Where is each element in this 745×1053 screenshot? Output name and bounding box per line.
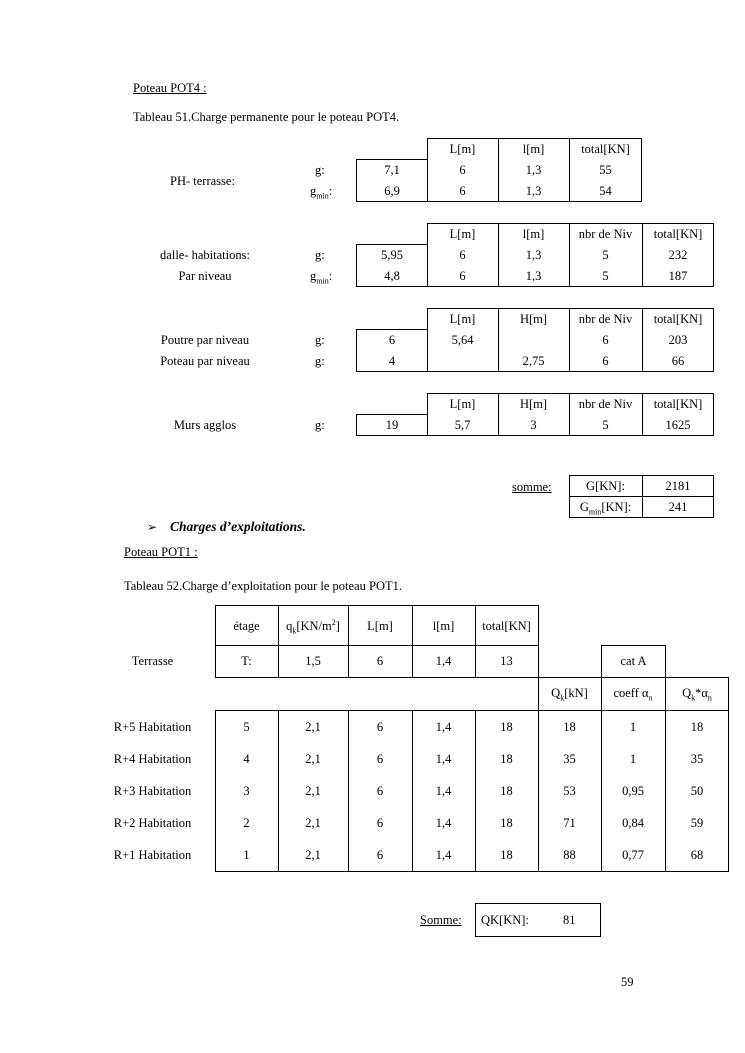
header-cell: total[KN] — [653, 227, 703, 241]
cell: T: — [241, 654, 252, 668]
pot1-title: Poteau POT1 : — [124, 545, 198, 559]
cell: 1,3 — [525, 248, 542, 262]
cell: 1,4 — [435, 720, 452, 734]
cell: 6 — [602, 354, 609, 368]
header-cell: L[m] — [449, 397, 476, 411]
cell: 5 — [602, 418, 609, 432]
cell: 0,95 — [622, 784, 644, 798]
cell: 68 — [690, 848, 704, 862]
gmin-label: $g_{min}$: — [310, 184, 333, 201]
pot4-caption: Tableau 51.Charge permanente pour le poteau POT4. — [133, 110, 400, 124]
header-cell: H[m] — [519, 312, 548, 326]
cell: 3 — [530, 418, 537, 432]
cell: 5,7 — [454, 418, 471, 432]
cell: 1 — [629, 752, 637, 766]
cell: 4 — [243, 752, 250, 766]
cell: 4,8 — [384, 269, 400, 283]
cell: 4 — [388, 354, 396, 368]
cell: 2,1 — [305, 752, 321, 766]
bullet-icon: ➢ — [147, 520, 158, 534]
cell: 18 — [500, 784, 513, 798]
cell: 6 — [376, 654, 384, 668]
cell: 2,1 — [305, 784, 321, 798]
g-label: g: — [315, 418, 325, 432]
g-label: g: — [315, 248, 325, 262]
cell: 13 — [500, 654, 513, 668]
cell: 2,1 — [305, 848, 321, 862]
row-label: PH- terrasse: — [170, 174, 235, 188]
header-cell: nbr de Niv — [578, 397, 633, 411]
cell: 232 — [668, 248, 688, 262]
gmin-label: $g_{min}$: — [310, 269, 333, 286]
header-cell: nbr de Niv — [578, 227, 633, 241]
cat-label: cat A — [620, 654, 647, 668]
cell: 6 — [459, 248, 466, 262]
header-cell: total[KN] — [653, 312, 703, 326]
cell: 18 — [690, 720, 704, 734]
cell: 6 — [376, 816, 384, 830]
cell: 1 — [243, 848, 250, 862]
cell: 1,4 — [435, 752, 452, 766]
header-cell: total[KN] — [581, 142, 630, 156]
header-l: l[m] — [432, 619, 455, 633]
cell: 2,75 — [522, 354, 545, 368]
cell: 6 — [459, 184, 466, 198]
cell: 6 — [376, 784, 384, 798]
cell: 6 — [376, 720, 384, 734]
cell: 53 — [563, 784, 576, 798]
cell: 3 — [243, 784, 250, 798]
cell: 1625 — [665, 418, 691, 432]
cell: 7,1 — [384, 163, 400, 177]
cell: 50 — [690, 784, 704, 798]
header-cell: l[m] — [522, 142, 545, 156]
cell: 5,95 — [381, 248, 403, 262]
header-cell: L[m] — [449, 142, 476, 156]
cell: 187 — [668, 269, 688, 283]
cell: 6 — [376, 848, 384, 862]
cell: 6 — [376, 752, 384, 766]
row-label: Par niveau — [178, 269, 232, 283]
cell: 1,4 — [435, 816, 452, 830]
row-label: R+5 Habitation — [113, 720, 192, 734]
gmin-total-value: 241 — [668, 500, 688, 514]
pot4-title: Poteau POT4 : — [133, 81, 207, 95]
header-cell: L[m] — [449, 312, 476, 326]
cell: 203 — [668, 333, 688, 347]
row-label: dalle- habitations: — [160, 248, 250, 262]
cell: 0,77 — [622, 848, 644, 862]
cell: 18 — [500, 816, 513, 830]
cell: 18 — [500, 720, 513, 734]
g-total-label: G[KN]: — [586, 479, 625, 493]
header-etage: étage — [233, 619, 260, 633]
cell: 55 — [599, 163, 612, 177]
cell: 1,3 — [525, 163, 542, 177]
g-label: g: — [315, 354, 325, 368]
cell: 6 — [388, 333, 396, 347]
qk-total-value: 81 — [563, 913, 576, 927]
cell: 71 — [563, 816, 576, 830]
cell: 59 — [690, 816, 704, 830]
cell: 6 — [459, 163, 466, 177]
cell: 2,1 — [305, 816, 321, 830]
cell: 1 — [629, 720, 637, 734]
cell: 1,4 — [435, 654, 452, 668]
g-label: g: — [315, 163, 325, 177]
header-cell: total[KN] — [653, 397, 703, 411]
g-total-value: 2181 — [665, 479, 691, 493]
row-label: Poteau par niveau — [160, 354, 250, 368]
cell: 5 — [602, 269, 609, 283]
cell: 1,4 — [435, 848, 452, 862]
row-label: Poutre par niveau — [160, 333, 250, 347]
cell: 18 — [563, 720, 576, 734]
row-label: Terrasse — [131, 654, 174, 668]
cell: 66 — [671, 354, 685, 368]
cell: 18 — [500, 752, 513, 766]
cell: 88 — [563, 848, 576, 862]
header-cell: nbr de Niv — [578, 312, 633, 326]
cell: 2 — [243, 816, 250, 830]
somme-label: Somme: — [420, 913, 462, 927]
cell: 35 — [690, 752, 704, 766]
header-cell: l[m] — [522, 227, 545, 241]
somme-label: somme: — [512, 480, 552, 494]
cell: 1,3 — [525, 184, 542, 198]
cell: 54 — [599, 184, 612, 198]
section-title: Charges d’exploitations. — [170, 519, 306, 534]
cell: 5 — [602, 248, 609, 262]
cell: 18 — [500, 848, 513, 862]
header-product: $Q_k*\alpha_n$ — [682, 686, 712, 703]
row-label: R+4 Habitation — [113, 752, 192, 766]
pot1-caption: Tableau 52.Charge d’exploitation pour le poteau POT1. — [124, 579, 402, 593]
cell: 1,4 — [435, 784, 452, 798]
header-Qk: $Q_k[kN]$ — [551, 686, 588, 703]
cell: 19 — [385, 418, 399, 432]
gmin-total-label: $G_{min}[KN]$: — [579, 500, 632, 517]
cell: 2,1 — [305, 720, 321, 734]
header-cell: L[m] — [449, 227, 476, 241]
row-label: Murs agglos — [173, 418, 237, 432]
row-label: R+2 Habitation — [113, 816, 192, 830]
cell: 6,9 — [384, 184, 400, 198]
header-L: L[m] — [367, 619, 393, 633]
qk-total-label: QK[KN]: — [481, 913, 529, 927]
cell: 1,3 — [525, 269, 542, 283]
cell: 1,5 — [305, 654, 321, 668]
cell: 0,84 — [622, 816, 644, 830]
g-label: g: — [315, 333, 325, 347]
cell: 5 — [243, 720, 250, 734]
cell: 6 — [602, 333, 609, 347]
row-label: R+1 Habitation — [113, 848, 192, 862]
header-coeff: coeff $\alpha_n$ — [613, 686, 653, 703]
row-label: R+3 Habitation — [113, 784, 192, 798]
cell: 35 — [563, 752, 576, 766]
cell: 6 — [459, 269, 466, 283]
cell: 5,64 — [451, 333, 474, 347]
page-number: 59 — [621, 975, 634, 989]
header-total: total[KN] — [482, 619, 531, 633]
header-qk: $q_k[KN/m^2]$ — [286, 617, 340, 636]
header-cell: H[m] — [519, 397, 548, 411]
